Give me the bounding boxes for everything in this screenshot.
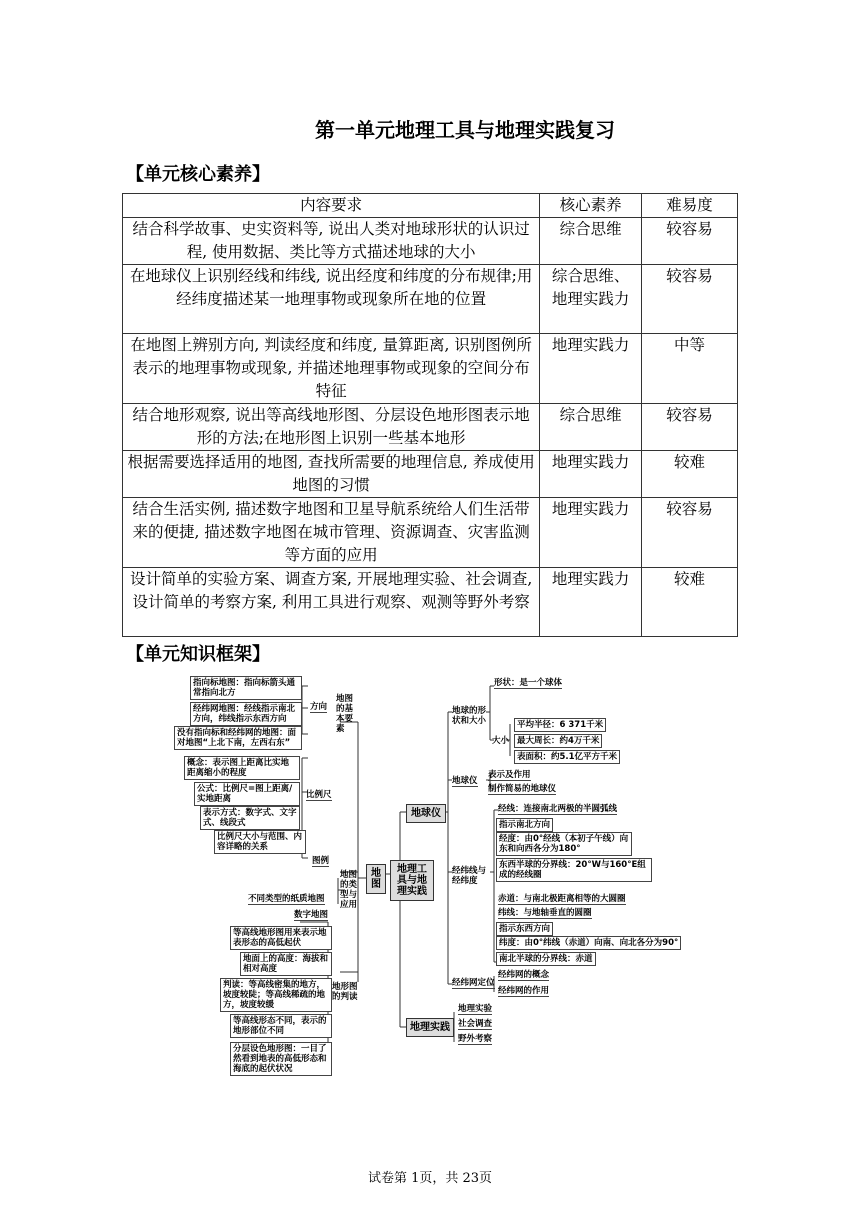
node-topo: 地形图的判读 — [332, 982, 358, 1002]
cell-content: 结合科学故事、史实资料等, 说出人类对地球形状的认识过程, 使用数据、类比等方式描述地球的大小 — [123, 218, 540, 265]
node-scale-1: 概念：表示图上距离比实地距离缩小的程度 — [184, 756, 300, 780]
node-direction-2: 经纬网地图：经线指示南北方向，纬线指示东西方向 — [190, 702, 302, 726]
node-topo-3: 判读：等高线密集的地方，坡度较陡；等高线稀疏的地方，坡度较缓 — [220, 978, 332, 1012]
cell-difficulty: 较容易 — [642, 498, 738, 568]
knowledge-mindmap — [177, 672, 710, 1082]
cell-content: 在地图上辨别方向, 判读经度和纬度, 量算距离, 识别图例所表示的地理事物或现象, 并描述地理事物或现象的空间分布特征 — [123, 334, 540, 404]
header-content: 内容要求 — [123, 194, 540, 218]
node-scale-4: 比例尺大小与范围、内容详略的关系 — [214, 830, 306, 854]
node-practice-2: 社会调查 — [458, 1019, 493, 1029]
node-map: 地图 — [366, 864, 386, 894]
requirements-table — [122, 193, 738, 637]
page-title: 第一单元地理工具与地理实践复习 — [315, 118, 615, 142]
node-practice: 地理实践 — [406, 1018, 454, 1037]
cell-content: 设计简单的实验方案、调查方案, 开展地理实验、社会调查, 设计简单的考察方案, 利用工具进行观察、观测等野外考察 — [123, 568, 540, 637]
node-size-1: 平均半径：6 371千米 — [514, 718, 606, 732]
node-globe: 地球仪 — [452, 776, 478, 786]
node-map-type-2: 数字地图 — [294, 910, 329, 920]
node-legend: 图例 — [312, 856, 330, 866]
node-direction-1: 指向标地图：指向标箭头通常指向北方 — [190, 676, 302, 700]
node-map-types: 地图的类型与应用 — [340, 870, 358, 910]
cell-content: 在地球仪上识别经线和纬线, 说出经度和纬度的分布规律;用经纬度描述某一地理事物或现象所在地的位置 — [123, 265, 540, 334]
node-grid: 经纬网定位 — [452, 978, 495, 988]
cell-difficulty: 较难 — [642, 568, 738, 637]
node-topo-4: 等高线形态不同，表示的地形部位不同 — [230, 1014, 332, 1038]
cell-literacy: 地理实践力 — [540, 568, 642, 637]
cell-difficulty: 较难 — [642, 451, 738, 498]
cell-literacy: 地理实践力 — [540, 451, 642, 498]
cell-content: 结合生活实例, 描述数字地图和卫星导航系统给人们生活带来的便捷, 描述数字地图在城市管理、资源调查、灾害监测等方面的应用 — [123, 498, 540, 568]
node-latlon-4: 东西半球的分界线：20°W与160°E组成的经线圈 — [496, 858, 652, 882]
node-latlon-2: 指示南北方向 — [496, 818, 553, 832]
table-row — [123, 451, 738, 498]
table-row — [123, 404, 738, 451]
node-direction-3: 没有指向标和经纬网的地图：面对地图“上北下南，左西右东” — [174, 726, 302, 750]
cell-literacy: 综合思维、地理实践力 — [540, 265, 642, 334]
cell-difficulty: 较容易 — [642, 265, 738, 334]
page-footer: 试卷第 1页，共 23页 — [367, 1171, 493, 1186]
node-latlon-3: 经度：由0°经线（本初子午线）向东和向西各分为180° — [496, 832, 632, 856]
node-practice-1: 地理实验 — [458, 1004, 493, 1014]
table-row — [123, 568, 738, 637]
node-latlon-6: 纬线：与地轴垂直的圆圈 — [498, 908, 592, 918]
node-map-type-1: 不同类型的纸质地图 — [248, 894, 325, 904]
node-latlon-5: 赤道：与南北极距离相等的大圆圈 — [498, 894, 626, 904]
node-globe-1: 表示及作用 — [488, 770, 531, 780]
node-practice-3: 野外考察 — [458, 1034, 493, 1044]
node-size: 大小 — [492, 736, 510, 746]
table-row — [123, 218, 738, 265]
node-size-2: 最大周长：约4万千米 — [514, 734, 602, 748]
cell-difficulty: 较容易 — [642, 404, 738, 451]
header-difficulty: 难易度 — [642, 194, 738, 218]
table-row — [123, 498, 738, 568]
node-latlon-9: 南北半球的分界线：赤道 — [496, 952, 596, 966]
node-latlon-8: 纬度：由0°纬线（赤道）向南、向北各分为90° — [496, 936, 681, 950]
node-grid-2: 经纬网的作用 — [498, 986, 550, 996]
node-latlon-7: 指示东西方向 — [496, 922, 553, 936]
cell-difficulty: 较容易 — [642, 218, 738, 265]
cell-literacy: 地理实践力 — [540, 498, 642, 568]
node-latlon: 经纬线与经纬度 — [452, 866, 487, 886]
table-row — [123, 265, 738, 334]
node-scale: 比例尺 — [306, 790, 332, 800]
cell-content: 根据需要选择适用的地图, 查找所需要的地理信息, 养成使用地图的习惯 — [123, 451, 540, 498]
node-topo-5: 分层设色地形图：一目了然看到地表的高低形态和海底的起伏状况 — [230, 1042, 332, 1076]
node-direction: 方向 — [310, 702, 328, 712]
node-shape: 形状：是一个球体 — [494, 678, 563, 688]
cell-literacy: 综合思维 — [540, 404, 642, 451]
node-scale-2: 公式：比例尺=图上距离/实地距离 — [194, 782, 300, 806]
node-scale-3: 表示方式：数字式、文字式、线段式 — [200, 806, 300, 830]
cell-literacy: 综合思维 — [540, 218, 642, 265]
table-row — [123, 334, 738, 404]
node-latlon-1: 经线：连接南北两极的半圆弧线 — [498, 804, 618, 814]
node-center: 地理工具与地理实践 — [390, 860, 434, 901]
cell-literacy: 地理实践力 — [540, 334, 642, 404]
node-map-elements: 地图的基本要素 — [336, 694, 354, 734]
node-globe-2: 制作简易的地球仪 — [488, 784, 557, 794]
table-header-row — [123, 194, 738, 218]
header-literacy: 核心素养 — [540, 194, 642, 218]
cell-content: 结合地形观察, 说出等高线地形图、分层设色地形图表示地形的方法;在地形图上识别一些基本地形 — [123, 404, 540, 451]
section-core-heading: 【单元核心素养】 — [126, 164, 270, 185]
node-globe-main: 地球仪 — [406, 804, 446, 823]
node-shape-size: 地球的形状和大小 — [452, 706, 487, 726]
node-grid-1: 经纬网的概念 — [498, 970, 550, 980]
node-topo-2: 地面上的高度：海拔和相对高度 — [240, 952, 332, 976]
node-size-3: 表面积：约5.1亿平方千米 — [514, 750, 620, 764]
node-topo-1: 等高线地形图用来表示地表形态的高低起伏 — [230, 926, 332, 950]
section-framework-heading: 【单元知识框架】 — [126, 644, 270, 665]
cell-difficulty: 中等 — [642, 334, 738, 404]
